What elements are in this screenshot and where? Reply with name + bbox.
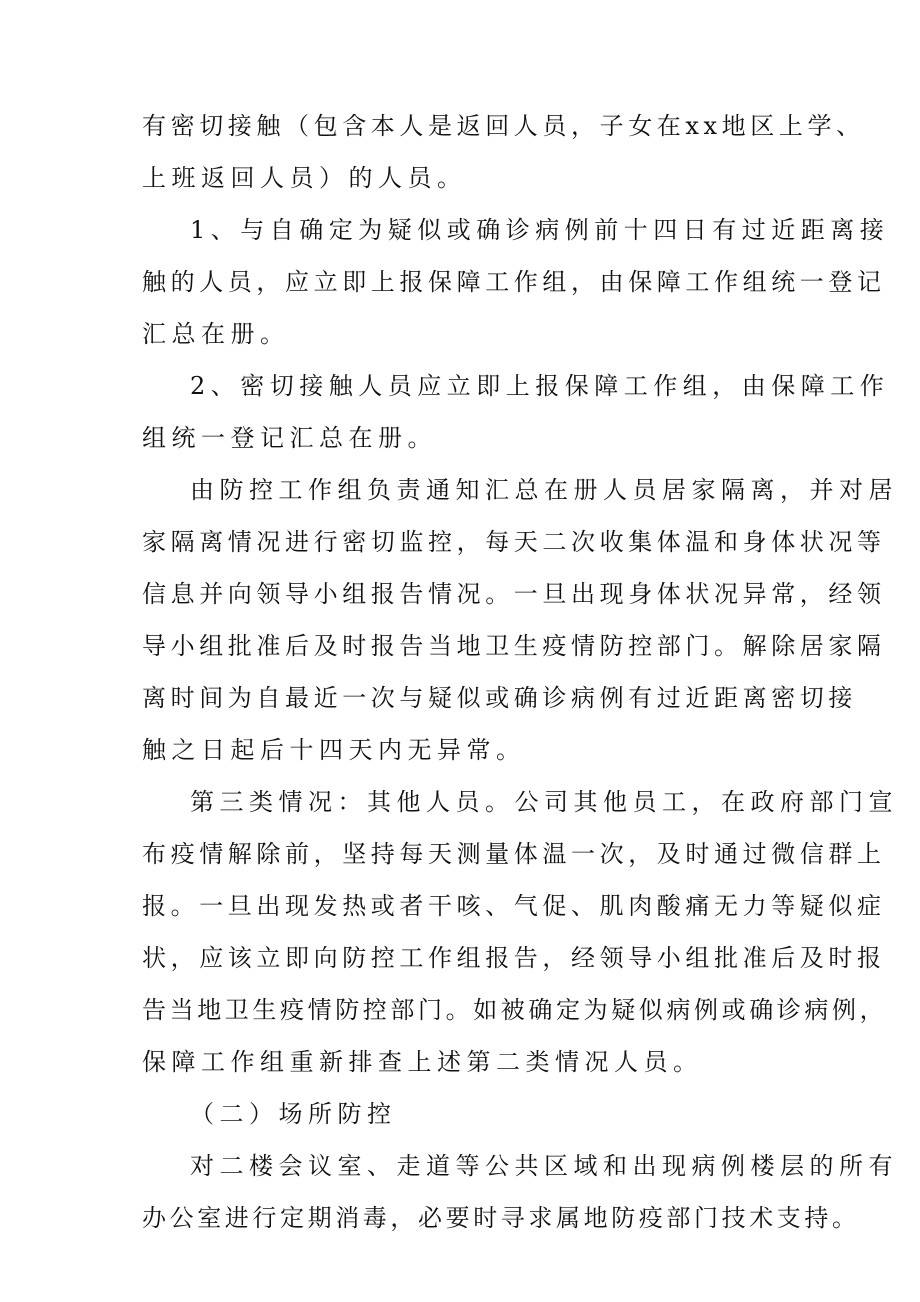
text-line: 汇总在册。 — [142, 320, 290, 348]
text-line: 有密切接触（包含本人是返回人员，子女在xx地区上学、 — [142, 112, 865, 140]
text-line: 信息并向领导小组报告情况。一旦出现身体状况异常，经领 — [142, 580, 886, 608]
text-line: 触的人员，应立即上报保障工作组，由保障工作组统一登记 — [142, 268, 886, 296]
text-line: 告当地卫生疫情防控部门。如被确定为疑似病例或确诊病例， — [142, 996, 888, 1024]
text-line: 家隔离情况进行密切监控，每天二次收集体温和身体状况等 — [142, 528, 886, 556]
section-heading: （二）场所防控 — [190, 1100, 397, 1128]
text-line: 组统一登记汇总在册。 — [142, 424, 437, 452]
text-line: 布疫情解除前，坚持每天测量体温一次，及时通过微信群上 — [142, 840, 886, 868]
text-line: 导小组批准后及时报告当地卫生疫情防控部门。解除居家隔 — [142, 632, 886, 660]
text-line: 保障工作组重新排查上述第二类情况人员。 — [142, 1048, 703, 1076]
text-line: 由防控工作组负责通知汇总在册人员居家隔离，并对居 — [190, 476, 898, 504]
text-line: 上班返回人员）的人员。 — [142, 164, 467, 192]
text-line: 触之日起后十四天内无异常。 — [142, 736, 526, 764]
text-line: 1、与自确定为疑似或确诊病例前十四日有过近距离接 — [190, 216, 890, 244]
text-line: 对二楼会议室、走道等公共区域和出现病例楼层的所有 — [190, 1152, 898, 1180]
text-line: 办公室进行定期消毒，必要时寻求属地防疫部门技术支持。 — [142, 1204, 860, 1232]
text-line: 第三类情况：其他人员。公司其他员工，在政府部门宣 — [190, 788, 898, 816]
text-line: 离时间为自最近一次与疑似或确诊病例有过近距离密切接 — [142, 684, 857, 712]
text-line: 状，应该立即向防控工作组报告，经领导小组批准后及时报 — [142, 944, 886, 972]
text-line: 报。一旦出现发热或者干咳、气促、肌肉酸痛无力等疑似症 — [142, 892, 886, 920]
text-line: 2、密切接触人员应立即上报保障工作组，由保障工作 — [190, 372, 890, 400]
